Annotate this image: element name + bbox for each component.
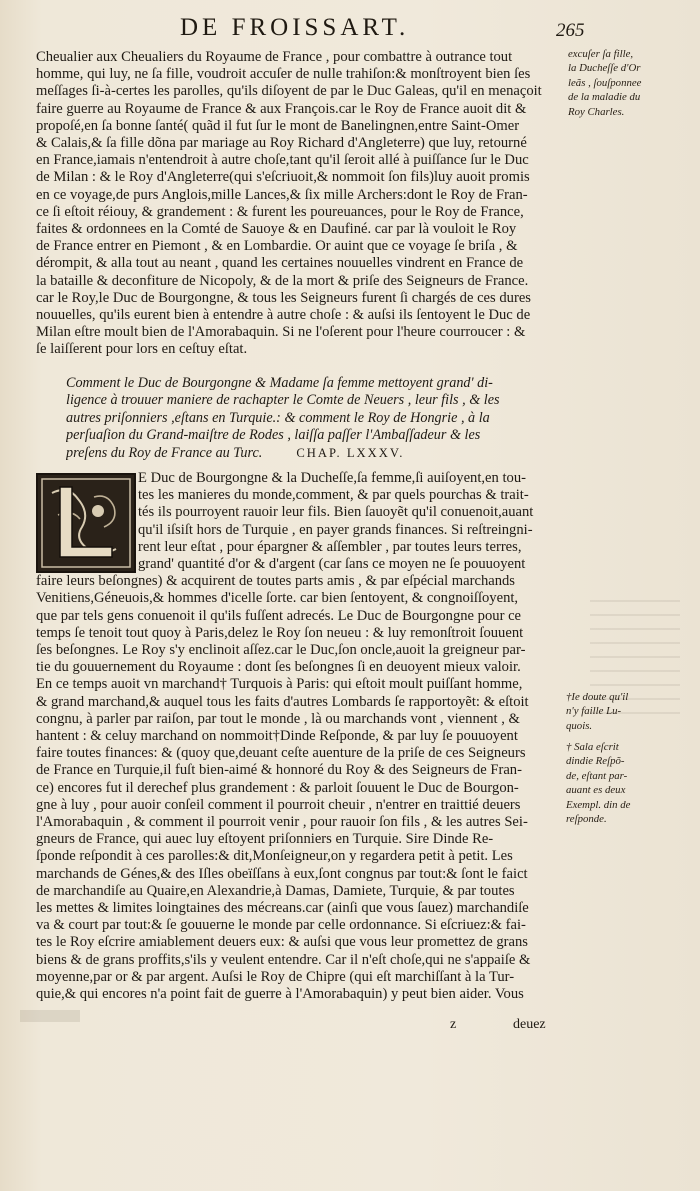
margin-note-line: auant es deux [566,784,626,797]
text-line: propoſé,en ſa bonne ſanté( quãd il fut ſur le mont de Banelingnen,entre Saint-Omer [36,117,520,134]
margin-note-line: Exempl. din de [566,798,631,811]
text-line: congnu, à parler par raiſon, par tout le monde , là ou marchands vont , viennent , & [36,710,520,727]
text-line: les mettes & limites loingtaines des mécreans.car (ainſi que vous ſauez) marchandiſe [36,900,529,917]
text-line: va & court par tout:& ſe gouuerne le monde par celle ordonnance. Si eſcriuez:& fai- [36,917,526,934]
text-line: ce ſi eſtoit réiouy, & grandement : & furent les poureuances, pour le Roy de France, [36,203,524,220]
text-line: temps ſe tenoit tout quoy à Paris,delez le Roy ſon neueu : & luy remonſtroit ſouuent [36,624,524,641]
chapter-heading-line: perſuaſion du Grand-maiſtre de Rodes , laiſſa paſſer l'Ambaſſadeur & les [66,427,481,444]
text-line: en France,iamais n'entendroit à autre choſe,tant qu'il ſeroit allé à puiſſance ſur le Duc [36,152,529,169]
show-through-text [20,1010,80,1022]
text-line: faire leurs beſongnes) & acquirent de toutes parts amis , & par eſpécial marchands [36,573,515,590]
paragraph-1 [36,49,568,359]
text-line: rent leur eſtat , pour épargner & aſſembler , par toutes leurs terres, [138,538,522,555]
text-line: en ce voyage,de purs Anglois,mille Lances,& ſix mille Archers:dont le Roy de Fran- [36,186,528,203]
signature-mark: z [450,1017,457,1032]
page-number: 265 [556,20,585,41]
margin-note-line: Roy Charles. [568,105,625,118]
text-line: de marchandiſe au Quaire,en Alexandrie,à Damas, Damiete, Turquie, & par toutes [36,882,515,899]
margin-note-line: de, eſtant par- [566,769,628,782]
margin-note-line: † Sala eſcrit [566,741,619,753]
text-line: biens & de grans proffits,s'ils y veulent entendre. Car il n'eſt choſe,qui ne s'appaiſe & [36,951,531,968]
margin-note-line: n'y faille Lu- [566,705,622,718]
text-line: Cheualier aux Cheualiers du Royaume de France , pour combattre à outrance tout [36,49,513,65]
chapter-heading-last: preſens du Roy de France au Turc. [66,444,263,461]
margin-note-line: la Ducheſſe d'Or [568,62,641,75]
text-line: qu'il iſsiſt hors de Turquie , en payer grands finances. Si reſtreingni- [138,521,533,538]
text-line: E Duc de Bourgongne & la Ducheſſe,ſa femme,ſi auiſoyent,en tou- [138,470,526,486]
text-line: moyenne,par or & par argent. Auſsi le Roy de Chipre (qui eſt marchiſſant à la Tur- [36,968,515,985]
text-line: quie,& qui encores n'a point fait de guerre à l'Amorabaquin) y peut bien aider. Vous [36,986,524,1003]
text-line: gne à luy , pour auoir conſeil comment il pourroit cheuir , n'entrer en traittié deuers [36,796,521,813]
chapter-number: CHAP. LXXXV. [296,445,405,460]
chapter-heading-line: ligence à trouuer maniere de rachapter le Comte de Neuers , leur fils , & les [66,392,500,409]
text-line: & grand marchand,& auquel tous les faits d'autres Lombards ſe rapportoyẽt: & eſtoit [36,693,529,710]
chapter-heading-line: Comment le Duc de Bourgongne & Madame ſa femme mettoyent grand' di- [66,375,493,391]
running-head: DE FROISSART. [180,14,410,41]
margin-note [566,740,696,826]
text-line: ce) encores fut il derechef plus grandement : & parloit ſouuent le Duc de Bourgon- [36,779,519,796]
text-line: & Calais,& ſa fille dõna par mariage au Roy Richard d'Angleterre) que luy, retourné [36,135,527,152]
text-line: En ce temps auoit vn marchand† Turquois à Paris: qui eſtoit moult puiſſant homme, [36,676,523,693]
text-line: que par tels gens conuenoit il qu'ils fuſſent adrecés. Le Duc de Bourgongne pour ce [36,607,522,624]
margin-note-line: de la maladie du [568,91,641,104]
text-line: tés ils pourroyent rauoir leur fils. Bien ſauoyẽt qu'il conuenoit,auant [138,504,534,521]
text-line: homme, qui luy, ne ſa fille, voudroit accuſer de nulle trahiſon:& monſtroyent bien ſes [36,66,531,83]
text-line: dérompit, & alla tout au neant , quand les certaines nouuelles vindrent en France de [36,255,524,272]
text-line: l'Amorabaquin , & comment il pourroit venir , pour rauoir ſon fils , & les autres Sei- [36,814,528,831]
margin-note-line: dindie Reſpõ- [566,755,625,768]
text-line: car le Roy,le Duc de Bourgongne, & tous les Seigneurs furent ſi chargés de ces dures [36,289,531,306]
text-line: nouuelles, qu'ils eurent bien à entendre à autre choſe : & auſsi ils ſentoyent le Duc de [36,307,531,324]
chapter-heading [66,375,571,462]
text-line: hantent : & celuy marchand on nommoit†Dinde Reſponde, & par luy ſe pouuoyent [36,728,518,745]
text-line: la bataille & deconfiture de Nicopoly, & de la mort & priſe des Seigneurs de France. [36,272,529,289]
text-line: de Milan : & le Roy d'Angleterre(qui s'eſcriuoit,& nommoit ſon fils)luy auoit promis [36,169,530,186]
margin-note [568,47,698,119]
margin-note-line: quois. [566,719,593,732]
paragraph-2 [36,470,568,1003]
text-line: Milan eſtre moult bien de l'Amorabaquin. Si ne l'oſerent pour l'heure courroucer : & [36,324,526,341]
text-line: faire toutes finances: & (quoy que,deuant ceſte auenture de la priſe de ces Seigneurs [36,745,526,762]
margin-note-line: excuſer ſa fille, [568,48,634,60]
text-line: faites & ordonnees en la Comté de Sauoye & en Daufiné. car par là vouloit le Roy [36,221,517,238]
catchword: deuez [513,1017,546,1032]
chapter-heading-line [66,445,571,462]
text-line: faire guerre au Royaume de France & aux François.car le Roy de France auoit dit & [36,100,527,117]
text-line: gneurs de France, qui auec luy eſtoyent priſonniers en Turquie. Sire Dinde Re- [36,831,494,848]
text-line: marchands de Génes,& des Iſles obeïſſans à eux,ſont congnus par tout:& ſont le faict [36,865,528,882]
text-line: ſes beſongnes. Le Roy s'y enclinoit aſſez.car le Duc,ſon oncle,auoit la greigneur par- [36,642,526,659]
text-line: tes le Roy eſcrire amiablement deuers eux: & auſsi que vous leur promettez de grans [36,934,528,951]
text-line: ſponde reſpondit à ces parolles:& dit,Monſeigneur,on y regardera petit à petit. Les [36,848,513,865]
margin-note-line: reſponde. [566,813,607,826]
text-line: meſſages ſi-à-certes les parolles, qu'ils diſoyent de par le Duc Galeas, qu'il en menaçoit [36,83,542,100]
margin-note-line: leãs , ſouſponnee [568,76,642,89]
margin-note-line: †Ie doute qu'il [566,691,629,703]
text-line: ſe laiſſerent pour lors en ceſtuy eſtat. [36,341,248,358]
text-line: de France entrer en Piemont , & en Lombardie. Or auint que ce voyage ſe briſa , & [36,238,518,255]
margin-note [566,690,696,733]
text-line: de France en Turquie,il fuſt bien-aimé & honnoré du Roy & des Seigneurs de Fran- [36,762,522,779]
text-line: tes les manieres du monde,comment, & par quels pourchas & trait- [138,487,529,504]
text-line: Venitiens,Géneuois,& hommes d'icelle ſorte. car bien ſentoyent, & congnoiſſoyent, [36,590,519,607]
text-line: tie du gouuernement du Royaume : dont ſes beſongnes ſi en deuoyent mieux valoir. [36,659,521,676]
text-line: grand' quantité d'or & d'argent (car ſans ce moyen ne ſe pouuoyent [138,556,526,573]
chapter-heading-line: autres priſonniers ,eſtans en Turquie.: & comment le Roy de Hongrie , à la [66,409,490,426]
